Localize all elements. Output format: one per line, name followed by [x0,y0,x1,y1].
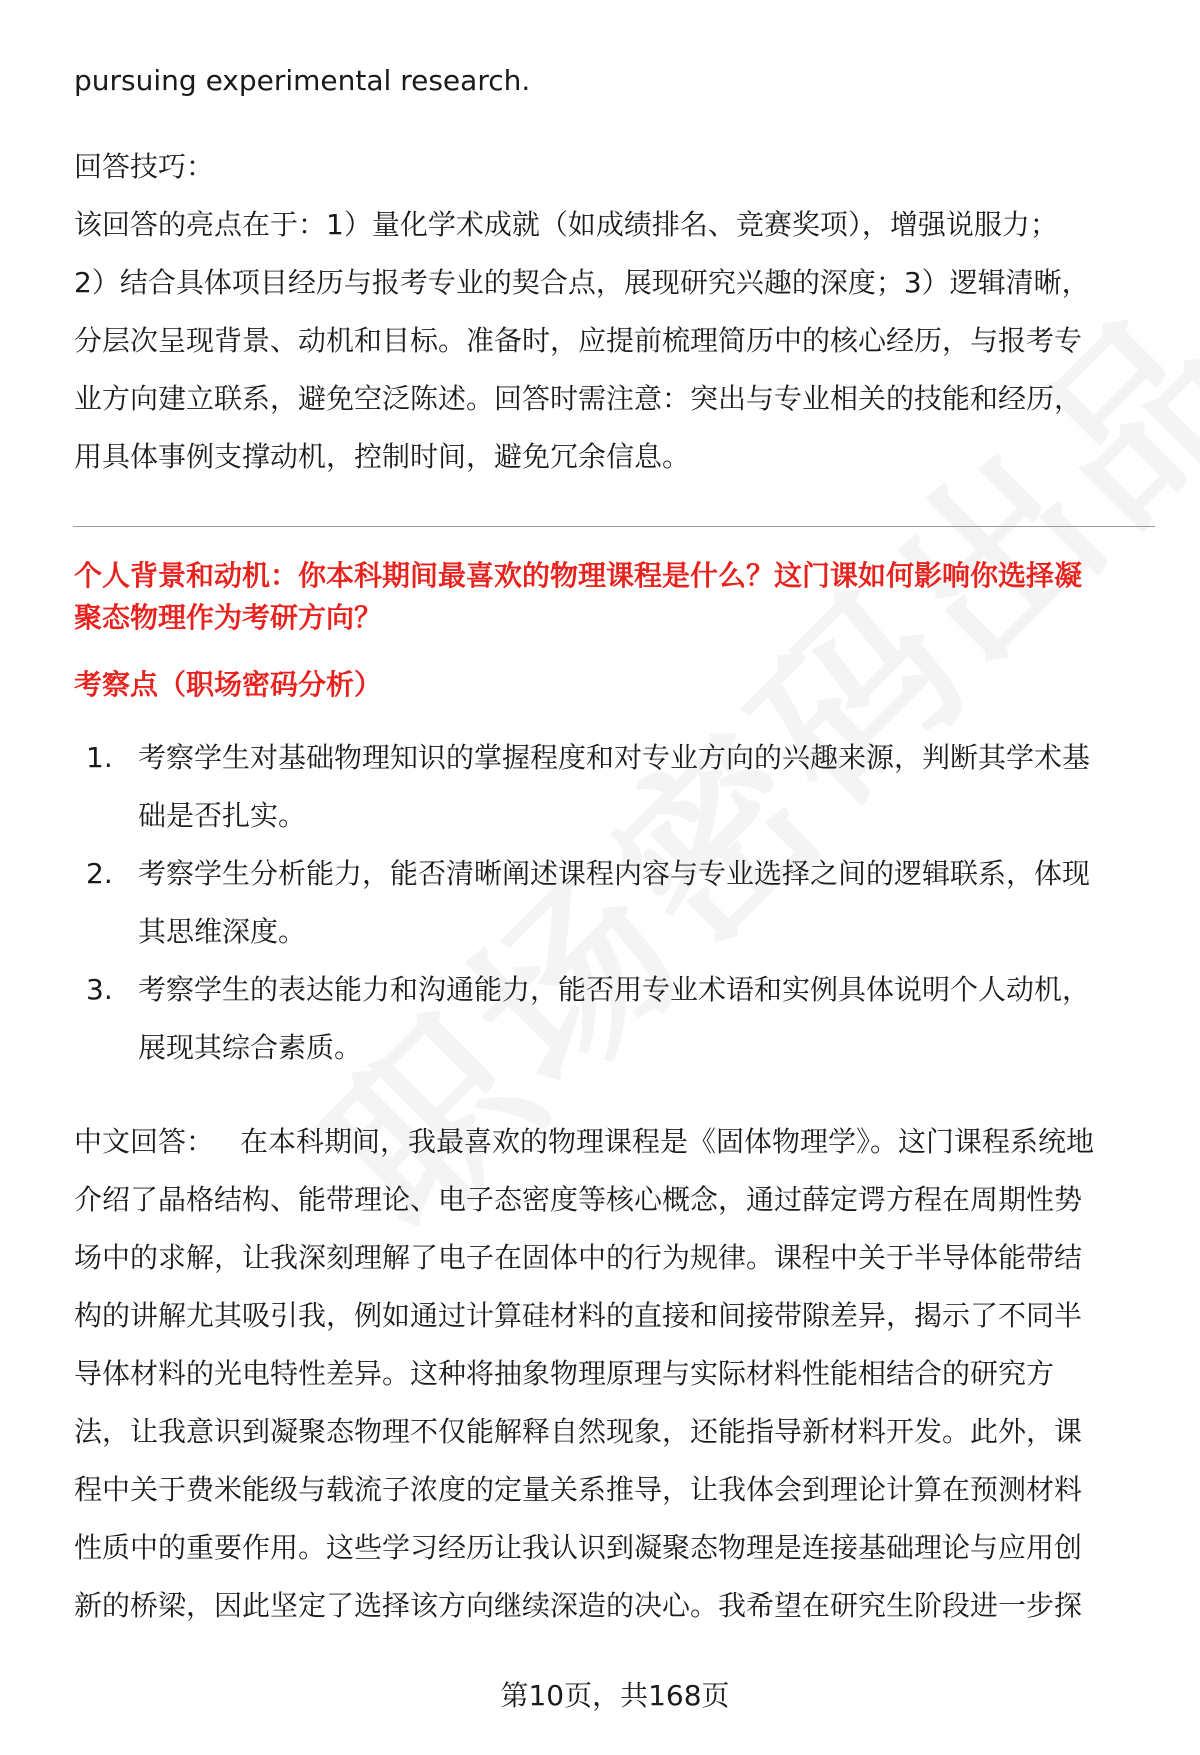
answer-line: 新的桥梁，因此坚定了选择该方向继续深造的决心。我希望在研究生阶段进一步探 [74,1589,1083,1622]
list-item-text [138,961,1090,1077]
page-number: 第10页，共168页 [500,1679,730,1712]
document-body [74,52,1154,1635]
spacer [74,639,1154,665]
answer-line: 导体材料的光电特性差异。这种将抽象物理原理与实际材料性能相结合的研究方 [74,1357,1055,1390]
tips-label: 回答技巧： [74,150,215,183]
tips-line: 业方向建立联系，避免空泛陈述。回答时需注意：突出与专业相关的技能和经历， [74,382,1083,415]
tips-line: 用具体事例支撑动机，控制时间，避免冗余信息。 [74,440,691,473]
list-item-number: 1. [86,741,113,774]
list-item-line: 础是否扎实。 [138,799,307,832]
list-item-text [138,845,1090,961]
list-item-number: 3. [86,973,113,1006]
answer-section [74,1113,1154,1635]
spacer [74,486,1154,526]
answer-line: 法，让我意识到凝聚态物理不仅能解释自然现象，还能指导新材料开发。此外，课 [74,1415,1083,1448]
list-item-line: 考察学生分析能力，能否清晰阐述课程内容与专业选择之间的逻辑联系，体现 [138,857,1091,890]
answer-label: 中文回答： [74,1125,215,1158]
list-item-line: 展现其综合素质。 [138,1031,363,1064]
tips-line: 分层次呈现背景、动机和目标。准备时，应提前梳理简历中的核心经历，与报考专 [74,324,1083,357]
spacer [74,527,1154,555]
spacer [74,110,1154,138]
list-item-number: 2. [86,857,113,890]
spacer [74,1077,1154,1113]
list-item [74,961,1154,1077]
list-item-text [138,729,1090,845]
question-heading [74,555,1154,639]
list-item-line: 考察学生对基础物理知识的掌握程度和对专业方向的兴趣来源，判断其学术基 [138,741,1091,774]
focus-heading: 考察点（职场密码分析） [74,668,383,701]
answer-line: 场中的求解，让我深刻理解了电子在固体中的行为规律。课程中关于半导体能带结 [74,1241,1083,1274]
tips-line: 该回答的亮点在于：1）量化学术成就（如成绩排名、竞赛奖项），增强说服力； [74,208,1058,241]
question-line: 聚态物理作为考研方向？ [74,601,383,634]
question-line: 个人背景和动机：你本科期间最喜欢的物理课程是什么？这门课如何影响你选择凝 [74,559,1083,592]
list-item [74,729,1154,845]
intro-continuation: pursuing experimental research. [74,64,531,97]
tips-section [74,138,1154,486]
list-item-line: 其思维深度。 [138,915,307,948]
tips-line: 2）结合具体项目经历与报考专业的契合点，展现研究兴趣的深度；3）逻辑清晰， [74,266,1090,299]
focus-list [74,729,1154,1077]
answer-text: 在本科期间，我最喜欢的物理课程是《固体物理学》。这门课程系统地 [240,1125,1095,1158]
list-item-line: 考察学生的表达能力和沟通能力，能否用专业术语和实例具体说明个人动机， [138,973,1091,1006]
answer-line: 程中关于费米能级与载流子浓度的定量关系推导，让我体会到理论计算在预测材料 [74,1473,1083,1506]
list-item [74,845,1154,961]
answer-first-line [74,1113,1154,1171]
answer-line: 性质中的重要作用。这些学习经历让我认识到凝聚态物理是连接基础理论与应用创 [74,1531,1083,1564]
answer-line: 构的讲解尤其吸引我，例如通过计算硅材料的直接和间接带隙差异，揭示了不同半 [74,1299,1083,1332]
answer-line: 介绍了晶格结构、能带理论、电子态密度等核心概念，通过薛定谔方程在周期性势 [74,1183,1083,1216]
